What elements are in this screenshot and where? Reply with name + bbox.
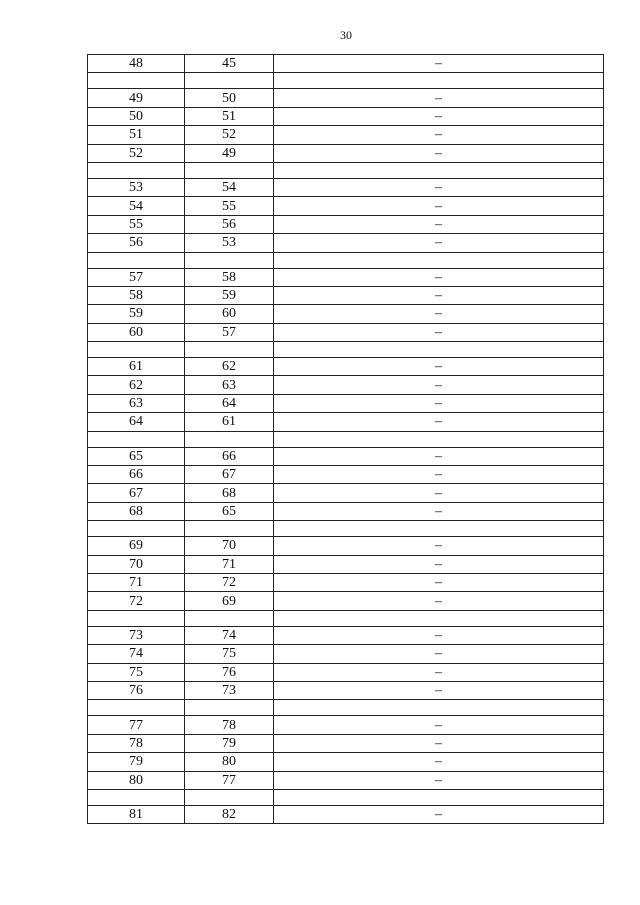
cell-a: 50 — [88, 107, 185, 125]
cell-a: 52 — [88, 144, 185, 162]
cell-b — [185, 342, 274, 358]
table-row — [88, 178, 604, 196]
cell-c: – — [274, 215, 604, 233]
cell-b — [185, 431, 274, 447]
cell-a — [88, 431, 185, 447]
cell-c: – — [274, 537, 604, 555]
cell-c — [274, 162, 604, 178]
table-row — [88, 771, 604, 789]
cell-a — [88, 342, 185, 358]
table-row — [88, 502, 604, 520]
cell-b: 75 — [185, 645, 274, 663]
cell-b: 73 — [185, 681, 274, 699]
table-row — [88, 716, 604, 734]
cell-c: – — [274, 771, 604, 789]
table-row — [88, 573, 604, 591]
cell-c — [274, 431, 604, 447]
cell-a: 78 — [88, 734, 185, 752]
cell-c: – — [274, 178, 604, 196]
cell-c: – — [274, 592, 604, 610]
cell-a — [88, 252, 185, 268]
cell-b: 62 — [185, 358, 274, 376]
cell-c — [274, 521, 604, 537]
cell-b: 52 — [185, 126, 274, 144]
table-row — [88, 268, 604, 286]
table-row — [88, 431, 604, 447]
cell-c: – — [274, 126, 604, 144]
cell-b: 69 — [185, 592, 274, 610]
table-row — [88, 555, 604, 573]
table-row — [88, 521, 604, 537]
cell-b — [185, 73, 274, 89]
cell-c: – — [274, 753, 604, 771]
cell-b — [185, 789, 274, 805]
cell-a: 65 — [88, 447, 185, 465]
cell-a: 64 — [88, 413, 185, 431]
table-row — [88, 681, 604, 699]
cell-c — [274, 73, 604, 89]
table-row — [88, 107, 604, 125]
cell-a: 69 — [88, 537, 185, 555]
cell-b: 71 — [185, 555, 274, 573]
cell-a: 68 — [88, 502, 185, 520]
table-row — [88, 484, 604, 502]
data-table — [87, 54, 604, 824]
cell-b — [185, 610, 274, 626]
cell-a: 74 — [88, 645, 185, 663]
cell-a: 72 — [88, 592, 185, 610]
table-row — [88, 645, 604, 663]
cell-a: 55 — [88, 215, 185, 233]
cell-b: 80 — [185, 753, 274, 771]
cell-a: 61 — [88, 358, 185, 376]
cell-a: 49 — [88, 89, 185, 107]
cell-c: – — [274, 734, 604, 752]
cell-c: – — [274, 555, 604, 573]
cell-c: – — [274, 626, 604, 644]
cell-b: 67 — [185, 466, 274, 484]
table-row — [88, 323, 604, 341]
table-row — [88, 252, 604, 268]
cell-c: – — [274, 144, 604, 162]
cell-c: – — [274, 805, 604, 823]
cell-b: 60 — [185, 305, 274, 323]
cell-b: 65 — [185, 502, 274, 520]
cell-a: 75 — [88, 663, 185, 681]
cell-b: 49 — [185, 144, 274, 162]
table-row — [88, 447, 604, 465]
cell-c: – — [274, 268, 604, 286]
cell-a: 62 — [88, 376, 185, 394]
cell-c: – — [274, 107, 604, 125]
cell-b: 45 — [185, 55, 274, 73]
cell-b: 50 — [185, 89, 274, 107]
cell-b: 76 — [185, 663, 274, 681]
cell-b: 82 — [185, 805, 274, 823]
table-row — [88, 394, 604, 412]
cell-c: – — [274, 323, 604, 341]
cell-b — [185, 252, 274, 268]
table-row — [88, 126, 604, 144]
cell-a: 66 — [88, 466, 185, 484]
cell-b: 61 — [185, 413, 274, 431]
table-row — [88, 55, 604, 73]
table-row — [88, 286, 604, 304]
table-row — [88, 89, 604, 107]
cell-c: – — [274, 234, 604, 252]
table-row — [88, 805, 604, 823]
cell-a: 57 — [88, 268, 185, 286]
cell-b: 55 — [185, 197, 274, 215]
table-row — [88, 73, 604, 89]
table-row — [88, 610, 604, 626]
cell-c: – — [274, 716, 604, 734]
cell-b: 53 — [185, 234, 274, 252]
cell-c: – — [274, 376, 604, 394]
cell-a: 56 — [88, 234, 185, 252]
cell-c: – — [274, 358, 604, 376]
cell-a: 73 — [88, 626, 185, 644]
table-row — [88, 663, 604, 681]
cell-c — [274, 610, 604, 626]
cell-a — [88, 521, 185, 537]
page-number: 30 — [340, 28, 352, 42]
cell-a: 79 — [88, 753, 185, 771]
cell-b: 79 — [185, 734, 274, 752]
cell-a: 70 — [88, 555, 185, 573]
table-row — [88, 162, 604, 178]
table-row — [88, 537, 604, 555]
cell-b: 78 — [185, 716, 274, 734]
cell-a — [88, 73, 185, 89]
table-row — [88, 592, 604, 610]
cell-c: – — [274, 663, 604, 681]
table-row — [88, 734, 604, 752]
table-row — [88, 144, 604, 162]
cell-b: 57 — [185, 323, 274, 341]
cell-b — [185, 162, 274, 178]
cell-a: 54 — [88, 197, 185, 215]
cell-a: 60 — [88, 323, 185, 341]
table-row — [88, 413, 604, 431]
cell-c — [274, 700, 604, 716]
table-body — [88, 55, 604, 824]
cell-c: – — [274, 55, 604, 73]
cell-c: – — [274, 573, 604, 591]
table-row — [88, 234, 604, 252]
cell-b: 72 — [185, 573, 274, 591]
cell-a: 80 — [88, 771, 185, 789]
cell-b: 68 — [185, 484, 274, 502]
table-row — [88, 376, 604, 394]
cell-a — [88, 610, 185, 626]
cell-c: – — [274, 447, 604, 465]
cell-a: 53 — [88, 178, 185, 196]
cell-a — [88, 700, 185, 716]
cell-a: 67 — [88, 484, 185, 502]
cell-c — [274, 342, 604, 358]
cell-a — [88, 789, 185, 805]
cell-a — [88, 162, 185, 178]
table-row — [88, 700, 604, 716]
cell-b: 77 — [185, 771, 274, 789]
cell-a: 51 — [88, 126, 185, 144]
cell-b: 70 — [185, 537, 274, 555]
cell-c: – — [274, 197, 604, 215]
table-row — [88, 342, 604, 358]
table-row — [88, 789, 604, 805]
cell-a: 71 — [88, 573, 185, 591]
cell-c: – — [274, 89, 604, 107]
cell-c: – — [274, 305, 604, 323]
cell-c: – — [274, 681, 604, 699]
cell-b: 74 — [185, 626, 274, 644]
cell-b: 63 — [185, 376, 274, 394]
cell-a: 59 — [88, 305, 185, 323]
table-row — [88, 305, 604, 323]
cell-c: – — [274, 502, 604, 520]
cell-a: 81 — [88, 805, 185, 823]
cell-a: 77 — [88, 716, 185, 734]
cell-a: 48 — [88, 55, 185, 73]
cell-b: 58 — [185, 268, 274, 286]
table-row — [88, 626, 604, 644]
cell-c: – — [274, 413, 604, 431]
cell-c — [274, 789, 604, 805]
table-row — [88, 753, 604, 771]
cell-c: – — [274, 484, 604, 502]
cell-c: – — [274, 645, 604, 663]
cell-b — [185, 521, 274, 537]
cell-c: – — [274, 394, 604, 412]
cell-a: 63 — [88, 394, 185, 412]
cell-b: 59 — [185, 286, 274, 304]
cell-b: 66 — [185, 447, 274, 465]
cell-b: 51 — [185, 107, 274, 125]
table-row — [88, 215, 604, 233]
cell-b — [185, 700, 274, 716]
cell-b: 56 — [185, 215, 274, 233]
cell-b: 64 — [185, 394, 274, 412]
cell-c: – — [274, 286, 604, 304]
table-row — [88, 358, 604, 376]
cell-a: 76 — [88, 681, 185, 699]
cell-b: 54 — [185, 178, 274, 196]
table-row — [88, 197, 604, 215]
cell-c — [274, 252, 604, 268]
cell-a: 58 — [88, 286, 185, 304]
cell-c: – — [274, 466, 604, 484]
table-row — [88, 466, 604, 484]
